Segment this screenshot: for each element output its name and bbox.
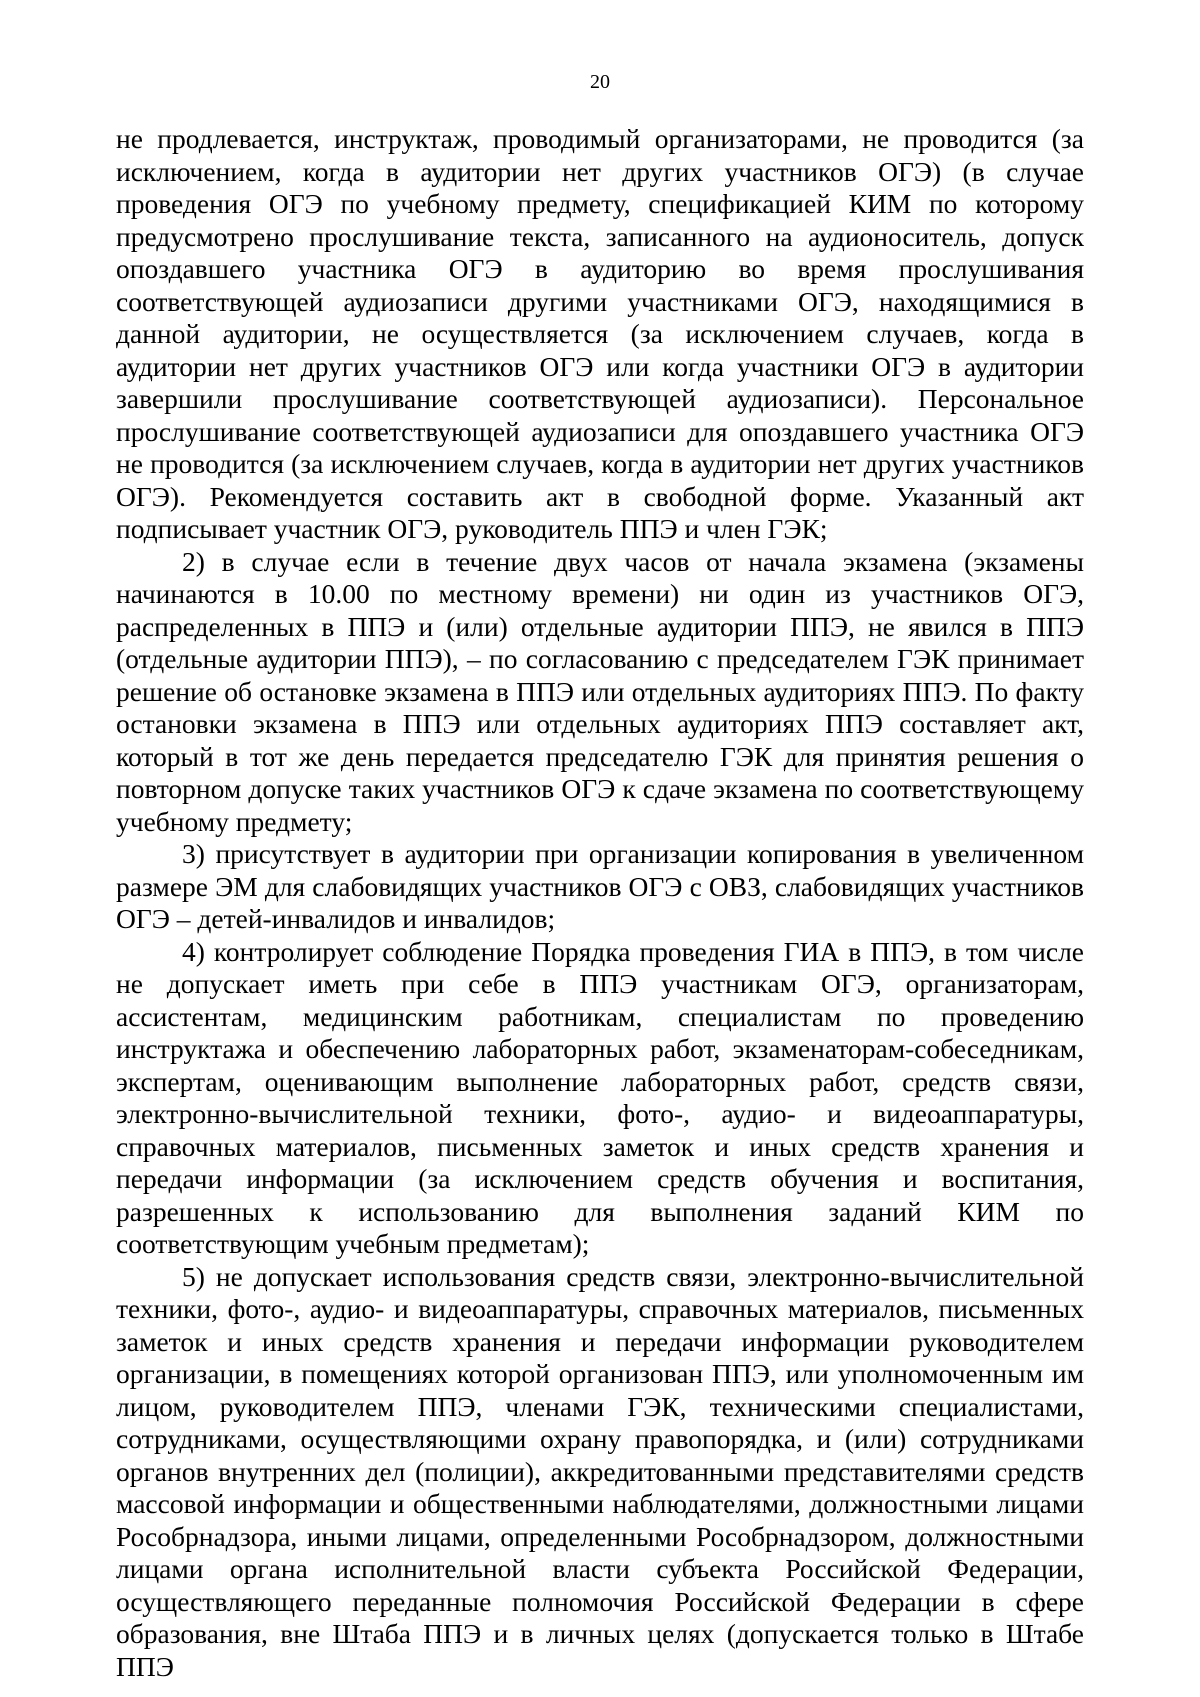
paragraph-item-3: 3) присутствует в аудитории при организации копирования в увеличенном размере ЭМ для слабовидящих участников ОГЭ с ОВЗ, слабовидящих участников ОГЭ – детей-инвалидов и инвалидов;: [116, 838, 1084, 934]
paragraph-item-5: 5) не допускает использования средств связи, электронно-вычислительной техники, фото-, аудио- и видеоаппаратуры, справочных материалов, письменных заметок и иных средств хранения и передачи информации руководителем организации, в помещениях которой организован ППЭ, или уполномоченным им лицом, руководителем ППЭ, членами ГЭК, техническими специалистами, сотрудниками, осуществляющими охрану правопорядка, и (или) сотрудниками органов внутренних дел (полиции), аккредитованными представителями средств массовой информации и общественными наблюдателями, должностными лицами Рособрнадзора, иными лицами, определенными Рособрнадзором, должностными лицами органа исполнительной власти субъекта Российской Федерации, осуществляющего переданные полномочия Российской Федерации в сфере образования, вне Штаба ППЭ и в личных целях (допускается только в Штабе ППЭ: [116, 1260, 1084, 1682]
document-body: [116, 123, 1084, 1683]
paragraph-continuation: не продлевается, инструктаж, проводимый организаторами, не проводится (за исключением, когда в аудитории нет других участников ОГЭ) (в случае проведения ОГЭ по учебному предмету, спецификацией КИМ по которому предусмотрено прослушивание текста, записанного на аудионоситель, допуск опоздавшего участника ОГЭ в аудиторию во время прослушивания соответствующей аудиозаписи другими участниками ОГЭ, находящимися в данной аудитории, не осуществляется (за исключением случаев, когда в аудитории нет других участников ОГЭ или когда участники ОГЭ в аудитории завершили прослушивание соответствующей аудиозаписи). Персональное прослушивание соответствующей аудиозаписи для опоздавшего участника ОГЭ не проводится (за исключением случаев, когда в аудитории нет других участников ОГЭ). Рекомендуется составить акт в свободной форме. Указанный акт подписывает участник ОГЭ, руководитель ППЭ и член ГЭК;: [116, 123, 1084, 544]
paragraph-item-2: 2) в случае если в течение двух часов от начала экзамена (экзамены начинаются в 10.00 по местному времени) ни один из участников ОГЭ, распределенных в ППЭ и (или) отдельные аудитории ППЭ, не явился в ППЭ (отдельные аудитории ППЭ), – по согласованию с председателем ГЭК принимает решение об остановке экзамена в ППЭ или отдельных аудиториях ППЭ. По факту остановки экзамена в ППЭ или отдельных аудиториях ППЭ составляет акт, который в тот же день передается председателю ГЭК для принятия решения о повторном допуске таких участников ОГЭ к сдаче экзамена по соответствующему учебному предмету;: [116, 545, 1084, 837]
paragraph-item-4: 4) контролирует соблюдение Порядка проведения ГИА в ППЭ, в том числе не допускает иметь при себе в ППЭ участникам ОГЭ, организаторам, ассистентам, медицинским работникам, специалистам по проведению инструктажа и обеспечению лабораторных работ, экзаменаторам-собеседникам, экспертам, оценивающим выполнение лабораторных работ, средств связи, электронно-вычислительной техники, фото-, аудио- и видеоаппаратуры, справочных материалов, письменных заметок и иных средств хранения и передачи информации (за исключением средств обучения и воспитания, разрешенных к использованию для выполнения заданий КИМ по соответствующим учебным предметам);: [116, 935, 1084, 1259]
page-number: 20: [590, 71, 610, 93]
